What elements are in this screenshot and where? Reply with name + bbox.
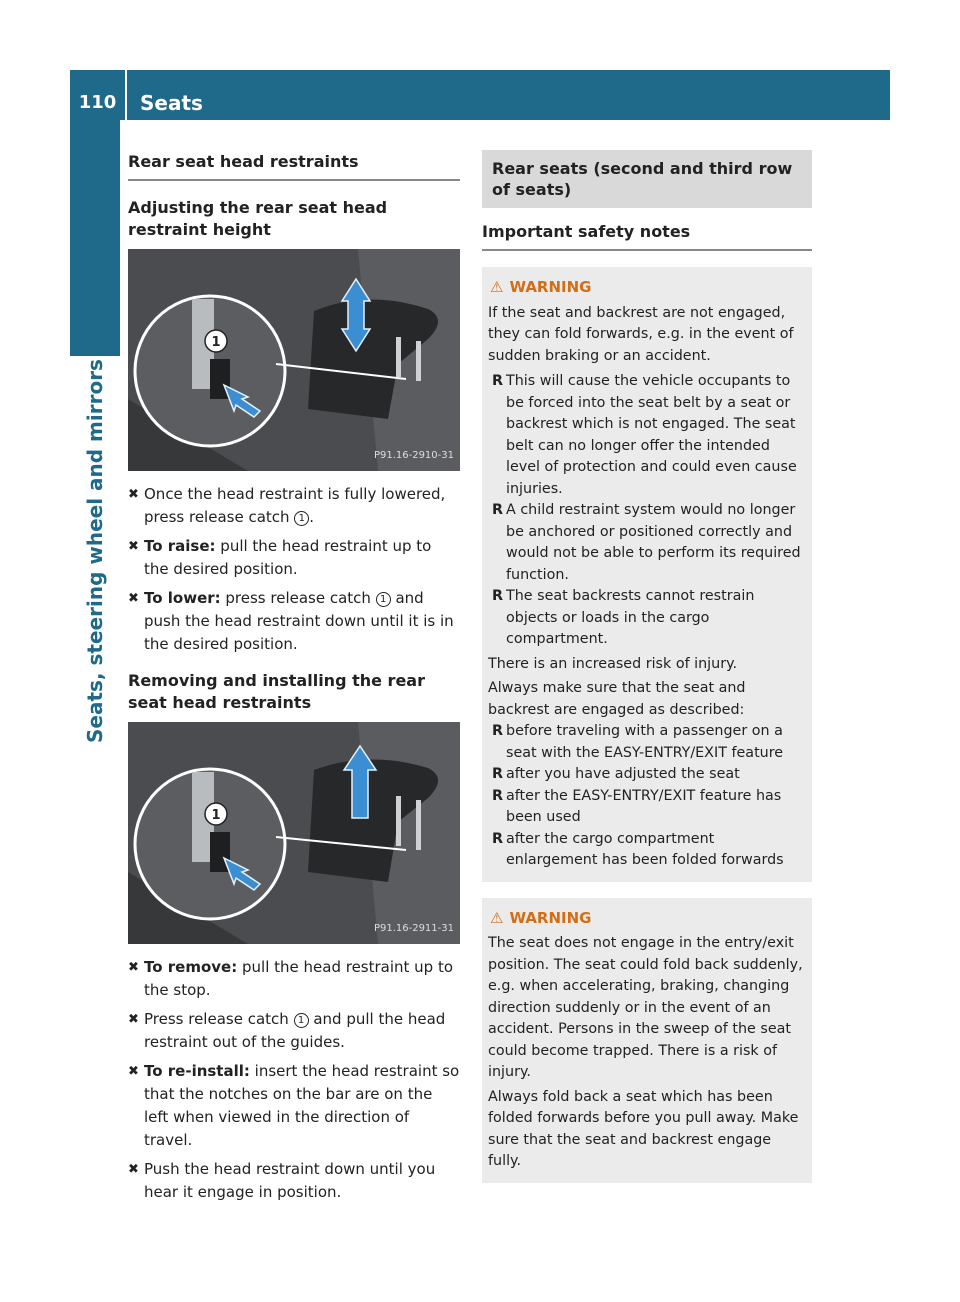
subtitle-adjusting: Adjusting the rear seat head restraint height	[128, 198, 388, 239]
release-catch-ref-icon: 1	[376, 592, 391, 607]
side-tab	[70, 356, 120, 746]
step-arrow-icon: ✖	[128, 539, 139, 554]
step-item: ✖ Press release catch 1 and pull the head restraint out of the guides.	[128, 1010, 446, 1051]
step-arrow-icon: ✖	[128, 960, 139, 975]
left-column	[128, 150, 460, 1210]
figure-remove-head-restraint	[128, 722, 460, 944]
right-column	[482, 150, 812, 1199]
warning-text: There is an increased risk of injury.	[488, 655, 738, 672]
side-tab-label: Seats, steering wheel and mirrors	[83, 359, 107, 743]
warning-text: The seat does not engage in the entry/exit position. The seat could fold back suddenly, e.g. when accelerating, braking, changing direction suddenly or in the event of an accident. Persons in the sweep of the seat could become trapped. There is a risk of injury.	[488, 935, 803, 1080]
warning-box	[482, 267, 812, 882]
section-title-rear-seats: Rear seats (second and third row of seats)	[482, 150, 812, 208]
figure-callout-1: 1	[211, 335, 221, 350]
step-item: ✖ To raise: pull the head restraint up to the desired position.	[128, 537, 432, 578]
side-tab-block	[70, 120, 120, 356]
step-arrow-icon: ✖	[128, 1064, 139, 1079]
step-item: ✖ Once the head restraint is fully lowered, press release catch 1 .	[128, 485, 446, 526]
figure-code: P91.16-2910-31	[373, 450, 454, 461]
step-item: ✖ To re-install: insert the head restraint so that the notches on the bar are on the left when viewed in the direction of travel.	[128, 1062, 460, 1149]
step-arrow-icon: ✖	[128, 1162, 139, 1177]
list-item: R before traveling with a passenger on a seat with the EASY-ENTRY/EXIT feature	[492, 723, 784, 761]
section-title-head-restraints: Rear seat head restraints	[128, 150, 460, 181]
warning-triangle-icon: ⚠	[490, 278, 504, 296]
page-header	[70, 70, 890, 120]
figure-code: P91.16-2911-31	[373, 923, 454, 934]
head-restraint-removal-illustration	[128, 722, 460, 944]
list-item: R after you have adjusted the seat	[492, 766, 740, 782]
release-catch-ref-icon: 1	[294, 511, 309, 526]
step-item: ✖ To lower: press release catch 1 and push the head restraint down until it is in the desired position.	[128, 589, 454, 653]
list-item: R This will cause the vehicle occupants to be forced into the seat belt by a seat or backrest which is not engaged. The seat belt can no longer offer the intended level of protection and could even cause injuries.	[492, 373, 797, 497]
step-arrow-icon: ✖	[128, 1012, 139, 1027]
figure-callout-1: 1	[211, 808, 221, 823]
warning-text: Always fold back a seat which has been folded forwards before you pull away. Make sure that the seat and backrest engage fully.	[488, 1088, 799, 1169]
release-catch-ref-icon: 1	[294, 1013, 309, 1028]
header-divider	[125, 70, 127, 120]
warning-triangle-icon: ⚠	[490, 908, 504, 927]
warning-heading: ⚠ WARNING	[488, 908, 806, 930]
list-item: R The seat backrests cannot restrain objects or loads in the cargo compartment.	[492, 588, 755, 647]
step-item: ✖ To remove: pull the head restraint up to the stop.	[128, 958, 454, 999]
subtitle-safety-notes: Important safety notes	[482, 220, 812, 251]
page-title: Seats	[140, 91, 203, 115]
list-item: R after the EASY-ENTRY/EXIT feature has been used	[492, 787, 782, 825]
list-item: R A child restraint system would no longer be anchored or positioned correctly and would not be able to perform its required function.	[492, 502, 801, 583]
step-arrow-icon: ✖	[128, 591, 139, 606]
subtitle-removing: Removing and installing the rear seat head restraints	[128, 671, 425, 712]
warning-heading: ⚠ WARNING	[488, 277, 806, 299]
step-item: ✖ Push the head restraint down until you hear it engage in position.	[128, 1160, 436, 1201]
figure-adjust-head-restraint	[128, 249, 460, 471]
head-restraint-illustration	[128, 249, 460, 471]
list-item: R after the cargo compartment enlargement has been folded forwards	[492, 830, 784, 868]
warning-text: Always make sure that the seat and backrest are engaged as described:	[488, 680, 746, 718]
page-number: 110	[78, 92, 117, 113]
warning-text: If the seat and backrest are not engaged, they can fold forwards, e.g. in the event of sudden braking or an accident.	[488, 304, 794, 364]
warning-box	[482, 898, 812, 1183]
step-arrow-icon: ✖	[128, 487, 139, 502]
